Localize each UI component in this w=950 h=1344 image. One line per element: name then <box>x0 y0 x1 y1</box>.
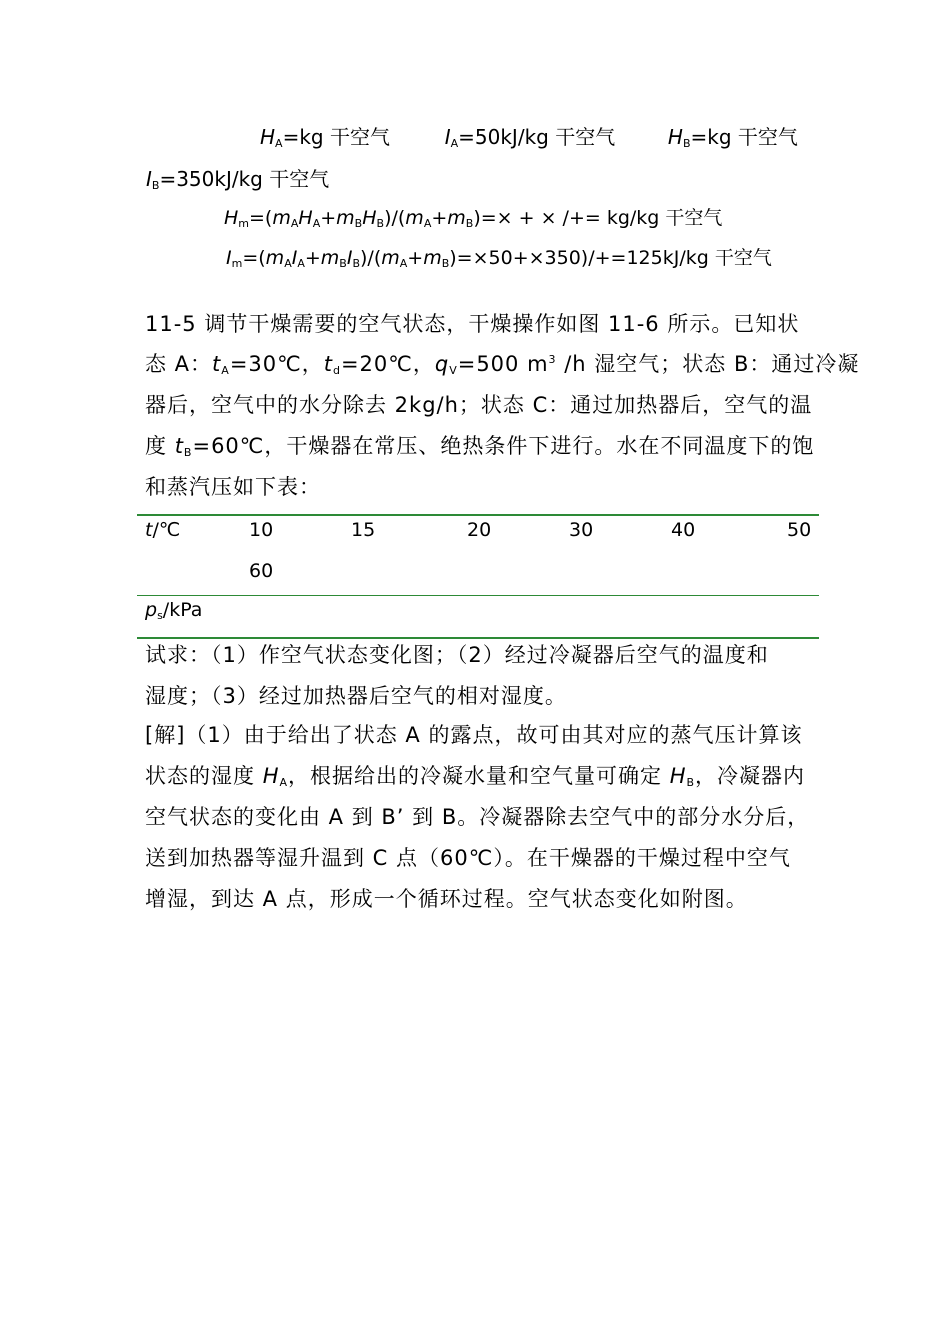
hb-value: =kg 干空气 <box>690 125 798 149</box>
table-bottom-rule <box>137 637 819 639</box>
ia-value: =50kJ/kg 干空气 <box>458 125 616 149</box>
hm-result: =× + × /+= kg/kg 干空气 <box>480 207 723 229</box>
solution-line-4: 送到加热器等湿升温到 C 点（60℃）。在干燥器的干燥过程中空气 <box>145 846 791 870</box>
formula-line-2: $I_B=350kJ/kg$ 干空气 <box>146 167 330 192</box>
solution-line-5: 增湿，到达 A 点，形成一个循环过程。空气状态变化如附图。 <box>145 887 748 911</box>
solution-line-1: [解]（1）由于给出了状态 A 的露点，故可由其对应的蒸气压计算该 <box>145 723 803 747</box>
table-cell-temp: 20 <box>467 519 492 541</box>
table-cell-temp: 50 <box>787 519 812 541</box>
formula-line-3: $H_m=(m_AH_A+m_BH_B)/(m_A+m_B)=\times$ + × /+= kg/kg 干空气 <box>224 207 723 230</box>
table-mid-rule <box>137 595 819 596</box>
table-cell-temp: 15 <box>351 519 376 541</box>
solution-line-2: 状态的湿度 $H_A$，根据给出的冷凝水量和空气量可确定 $H_B$，冷凝器内 <box>145 764 806 789</box>
table-cell-temp: 30 <box>569 519 594 541</box>
formula-line-4: $I_m=(m_AI_A+m_BI_B)/(m_A+m_B)=\times 50+\times 350)/+=125kJ/kg$ 干空气 <box>226 247 772 270</box>
ha-value: =kg 干空气 <box>282 125 390 149</box>
problem-line-4: 度 $t_B=60℃$，干燥器在常压、绝热条件下进行。水在不同温度下的饱 <box>145 434 815 459</box>
table-top-rule <box>137 514 819 516</box>
table-cell-temp: 40 <box>671 519 696 541</box>
solution-line-3: 空气状态的变化由 A 到 B’ 到 B。冷凝器除去空气中的部分水分后， <box>145 805 810 829</box>
table-header-label: t/℃ <box>145 519 181 541</box>
table-cell-temp: 60 <box>249 560 274 582</box>
table-row2-label: $p_s$/kPa <box>145 599 203 622</box>
ib-value: =350kJ/kg 干空气 <box>159 167 330 191</box>
problem-line-1: 11-5 调节干燥需要的空气状态，干燥操作如图 11-6 所示。已知状 <box>145 312 800 336</box>
formula-line-1: $H_A=kg$ 干空气 $I_A=50kJ/kg$ 干空气 $H_B=kg$ 干空气 <box>260 125 798 150</box>
im-result: )=×50+×350)/+=125kJ/kg 干空气 <box>449 247 772 269</box>
problem-line-5: 和蒸汽压如下表： <box>145 475 321 499</box>
question-line-2: 湿度；（3）经过加热器后空气的相对湿度。 <box>145 684 567 708</box>
question-line-1: 试求：（1）作空气状态变化图；（2）经过冷凝器后空气的温度和 <box>145 643 769 667</box>
table-cell-temp: 10 <box>249 519 274 541</box>
problem-line-3: 器后，空气中的水分除去 2kg/h；状态 C：通过加热器后，空气的温 <box>145 393 813 417</box>
problem-line-2: 态 A：$t_A=30℃$，$t_d=20℃$，$q_V=500$ $m^3$ /h 湿空气；状态 B：通过冷凝 <box>145 352 860 377</box>
